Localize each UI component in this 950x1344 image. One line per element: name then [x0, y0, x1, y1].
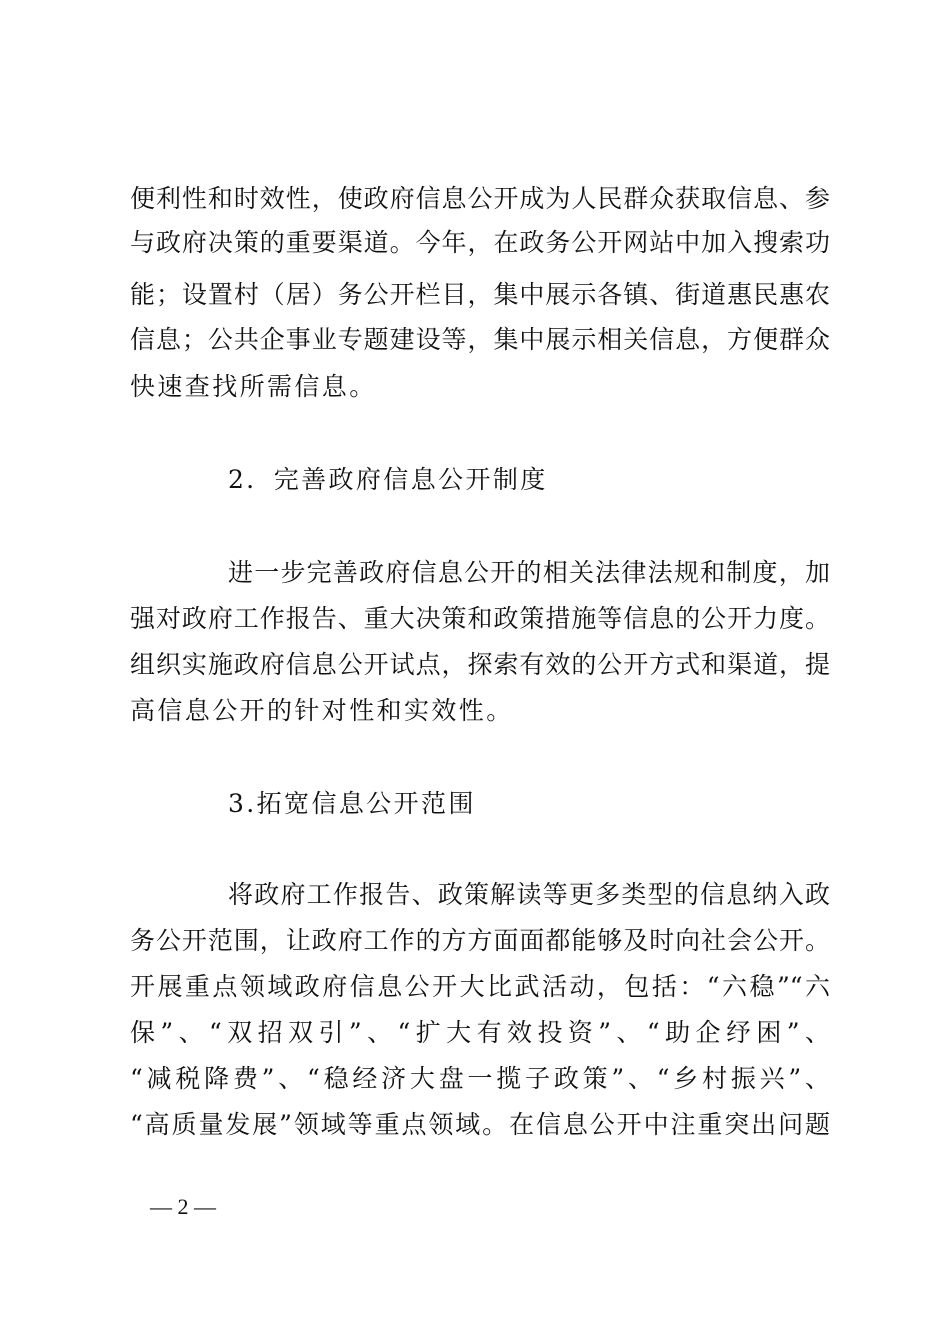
paragraph-1-line-2: 与政府决策的重要渠道。今年，在政务公开网站中加入搜索功	[130, 228, 830, 257]
paragraph-2-line-2: 强对政府工作报告、重大决策和政策措施等信息的公开力度。	[130, 604, 830, 633]
paragraph-1-line-1: 便利性和时效性，使政府信息公开成为人民群众获取信息、参	[130, 184, 830, 213]
paragraph-2-line-4: 高信息公开的针对性和实效性。	[130, 696, 514, 725]
paragraph-1-line-4: 信息；公共企事业专题建设等，集中展示相关信息，方便群众	[130, 325, 830, 354]
paragraph-1-line-5: 快速查找所需信息。	[130, 372, 377, 401]
paragraph-3-line-2: 务公开范围，让政府工作的方方面面都能够及时向社会公开。	[130, 926, 830, 955]
paragraph-3-line-5: “减税降费”、“稳经济大盘一揽子政策”、“乡村振兴”、	[130, 1064, 830, 1093]
page-number: — 2 —	[150, 1194, 216, 1219]
paragraph-3-line-6: “高质量发展”领域等重点领域。在信息公开中注重突出问题	[130, 1110, 830, 1139]
section-heading-2: 2．完善政府信息公开制度	[228, 465, 548, 494]
paragraph-1-line-3: 能；设置村（居）务公开栏目，集中展示各镇、街道惠民惠农	[130, 280, 830, 309]
paragraph-2-line-1: 进一步完善政府信息公开的相关法律法规和制度，加	[228, 558, 830, 587]
paragraph-3-line-1: 将政府工作报告、政策解读等更多类型的信息纳入政	[228, 880, 830, 909]
paragraph-2-line-3: 组织实施政府信息公开试点，探索有效的公开方式和渠道，提	[130, 650, 830, 679]
section-heading-3: 3.拓宽信息公开范围	[228, 789, 476, 818]
paragraph-3-line-4: 保”、“双招双引”、“扩大有效投资”、“助企纾困”、	[130, 1018, 830, 1047]
paragraph-3-line-3: 开展重点领域政府信息公开大比武活动，包括：“六稳”“六	[130, 972, 830, 1001]
